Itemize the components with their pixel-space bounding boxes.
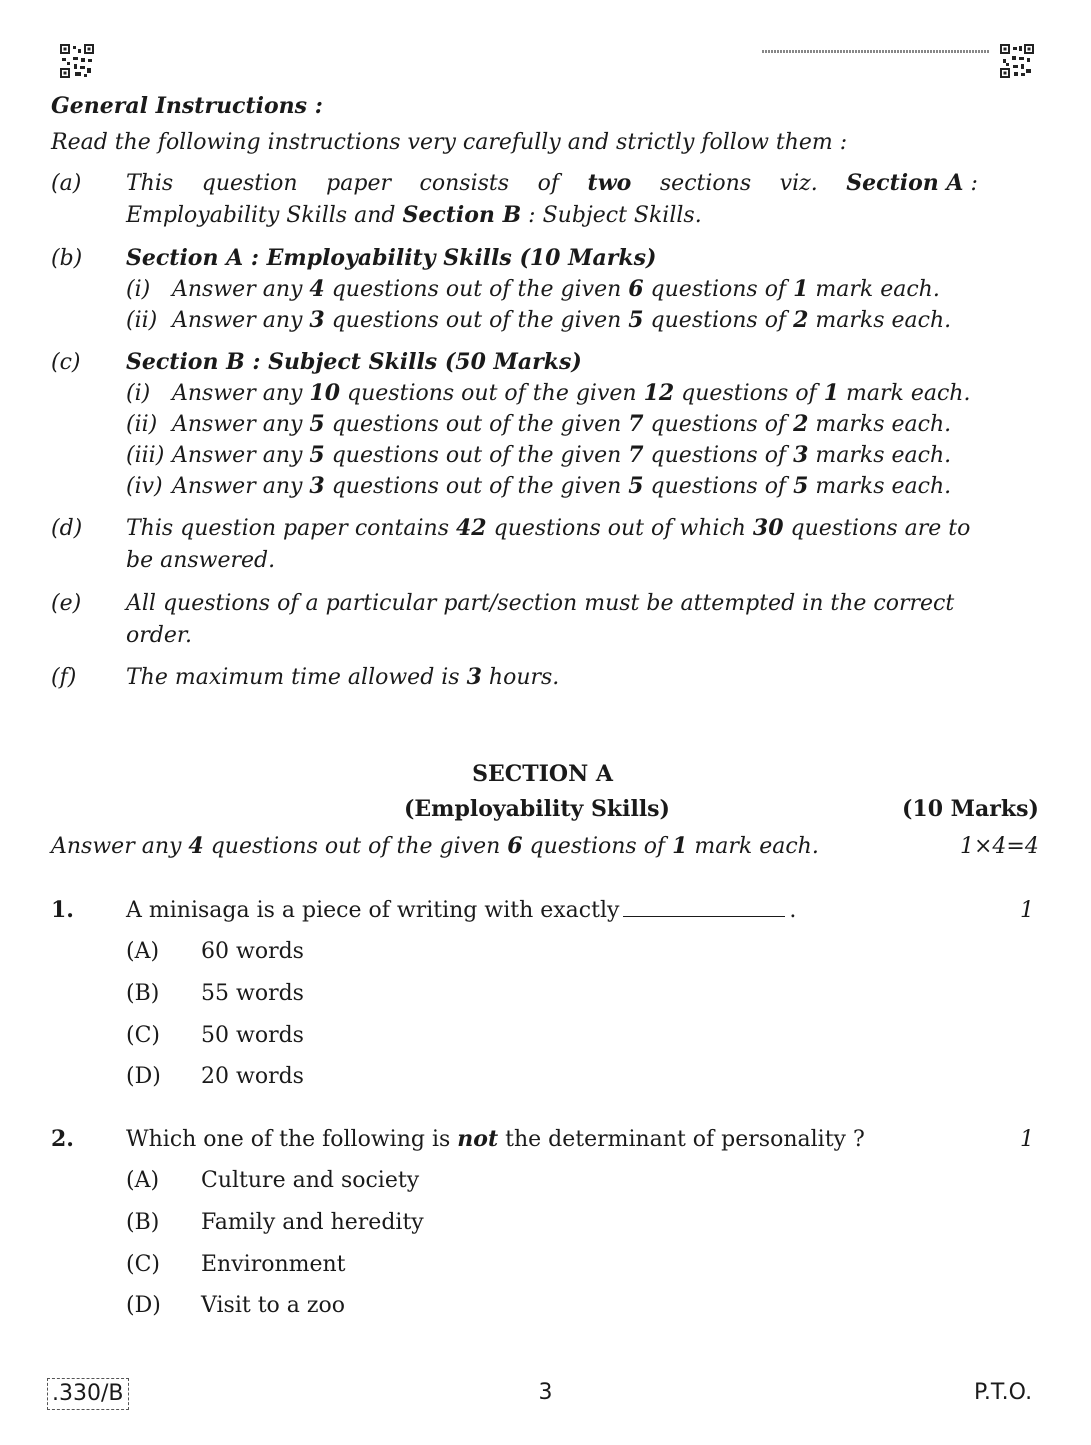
q1-option-d-label: (D): [126, 1064, 161, 1089]
instruction-e-marker: (e): [51, 591, 82, 616]
instruction-f-marker: (f): [51, 665, 77, 690]
instruction-d-line1: This question paper contains 42 questions out of which 30 questions are to: [126, 515, 971, 541]
q1-option-a-label: (A): [126, 939, 160, 964]
q2-option-b-text: Family and heredity: [201, 1210, 424, 1235]
q2-option-d-text: Visit to a zoo: [201, 1293, 345, 1318]
general-instructions-heading: General Instructions :: [51, 93, 323, 119]
q1-option-c-text: 50 words: [201, 1023, 304, 1048]
instruction-b-ii-marker: (ii): [126, 308, 158, 333]
question-1-number: 1.: [51, 897, 74, 923]
instruction-c-i-marker: (i): [126, 381, 151, 406]
question-2-number: 2.: [51, 1126, 74, 1152]
instruction-b-i: Answer any 4 questions out of the given 6 questions of 1 mark each.: [172, 276, 940, 302]
qr-code-right-icon: [1000, 44, 1034, 78]
q2-option-d-label: (D): [126, 1293, 161, 1318]
question-2-marks: 1: [1020, 1127, 1034, 1152]
instruction-b-ii: Answer any 3 questions out of the given 5 questions of 2 marks each.: [172, 307, 952, 333]
instruction-d-line2: be answered.: [126, 548, 276, 573]
instruction-c-i: Answer any 10 questions out of the given 12 questions of 1 mark each.: [172, 380, 971, 406]
instruction-c-iv: Answer any 3 questions out of the given 5 questions of 5 marks each.: [172, 473, 952, 499]
q2-option-b-label: (B): [126, 1210, 160, 1235]
section-a-marks: (10 Marks): [902, 796, 1039, 822]
instruction-c-ii-marker: (ii): [126, 412, 158, 437]
pto-label: P.T.O.: [974, 1380, 1033, 1405]
instruction-e-line1: All questions of a particular part/section must be attempted in the correct: [126, 591, 955, 616]
section-a-scheme: 1×4=4: [960, 834, 1039, 859]
instruction-c-iv-marker: (iv): [126, 474, 163, 499]
general-instructions-intro: Read the following instructions very carefully and strictly follow them :: [51, 130, 848, 155]
q2-option-a-text: Culture and society: [201, 1168, 420, 1193]
page-number: 3: [538, 1380, 553, 1405]
q1-option-b-text: 55 words: [201, 981, 304, 1006]
instruction-a-marker: (a): [51, 171, 82, 196]
instruction-b-heading: Section A : Employability Skills (10 Marks): [126, 245, 657, 271]
q2-option-a-label: (A): [126, 1168, 160, 1193]
qr-code-left-icon: [60, 44, 94, 78]
instruction-a-line1: This question paper consists of two sections viz. Section A :: [126, 170, 978, 196]
section-a-instruction: Answer any 4 questions out of the given 6 questions of 1 mark each.: [51, 833, 819, 859]
instruction-d-marker: (d): [51, 516, 83, 541]
question-2-text: Which one of the following is not the determinant of personality ?: [126, 1126, 865, 1152]
q1-option-c-label: (C): [126, 1023, 160, 1048]
instruction-c-marker: (c): [51, 350, 81, 375]
instruction-f: The maximum time allowed is 3 hours.: [126, 664, 560, 690]
section-a-subtitle: (Employability Skills): [404, 796, 670, 822]
q1-option-a-text: 60 words: [201, 939, 304, 964]
instruction-c-heading: Section B : Subject Skills (50 Marks): [126, 349, 582, 375]
instruction-c-ii: Answer any 5 questions out of the given 7 questions of 2 marks each.: [172, 411, 952, 437]
instruction-a-line2: Employability Skills and Section B : Subject Skills.: [126, 202, 702, 228]
paper-code-box: .330/B: [47, 1378, 129, 1410]
microprint-strip: [762, 50, 990, 53]
q2-option-c-text: Environment: [201, 1252, 346, 1277]
answer-blank: [623, 915, 785, 917]
instruction-b-marker: (b): [51, 246, 83, 271]
question-1-text: A minisaga is a piece of writing with exactly .: [126, 898, 797, 923]
q2-option-c-label: (C): [126, 1252, 160, 1277]
q1-option-d-text: 20 words: [201, 1064, 304, 1089]
instruction-e-line2: order.: [126, 623, 192, 648]
question-1-marks: 1: [1020, 898, 1034, 923]
instruction-c-iii-marker: (iii): [126, 443, 165, 468]
section-a-title: SECTION A: [472, 761, 613, 787]
q1-option-b-label: (B): [126, 981, 160, 1006]
instruction-c-iii: Answer any 5 questions out of the given 7 questions of 3 marks each.: [172, 442, 952, 468]
instruction-b-i-marker: (i): [126, 277, 151, 302]
